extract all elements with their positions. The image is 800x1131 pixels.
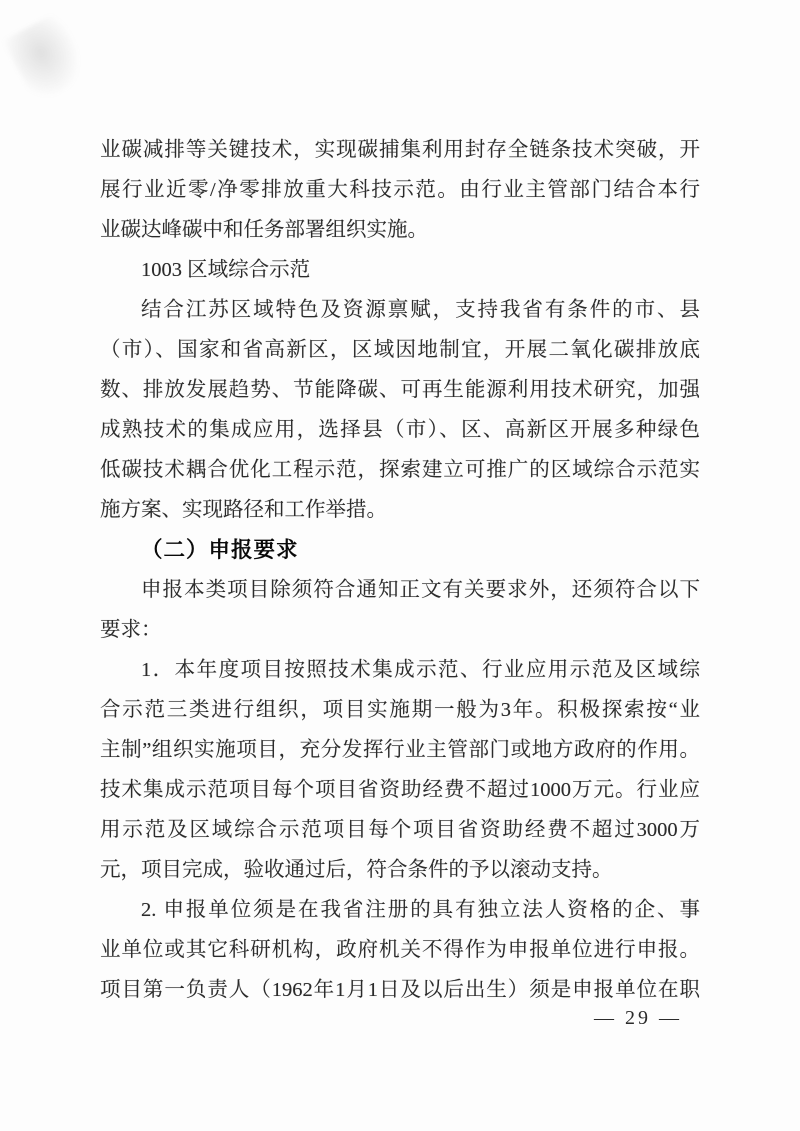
text-line: 数、排放发展趋势、节能降碳、可再生能源利用技术研究，加强 — [100, 379, 700, 401]
text-line: 用示范及区域综合示范项目每个项目省资助经费不超过3000万 — [100, 819, 700, 841]
text-line: 要求： — [100, 619, 162, 641]
text-line: 2. 申报单位须是在我省注册的具有独立法人资格的企、事 — [141, 899, 700, 921]
text-line: 项目第一负责人（1962年1月1日及以后出生）须是申报单位在职 — [100, 979, 700, 1001]
section-heading-1003: 1003 区域综合示范 — [141, 259, 311, 281]
subsection-heading-application-requirements: （二）申报要求 — [141, 538, 299, 562]
page-number — [594, 1000, 682, 1036]
text-line: （市）、国家和省高新区，区域因地制宜，开展二氧化碳排放底 — [100, 339, 700, 361]
text-line: 成熟技术的集成应用，选择县（市）、区、高新区开展多种绿色 — [100, 419, 700, 441]
page-number-text: — 29 — — [594, 1007, 682, 1029]
text-line: 元，项目完成，验收通过后，符合条件的予以滚动支持。 — [100, 859, 613, 881]
document-body — [100, 130, 700, 1010]
text-line: 主制”组织实施项目，充分发挥行业主管部门或地方政府的作用。 — [100, 739, 700, 761]
text-line: 展行业近零/净零排放重大科技示范。由行业主管部门结合本行 — [100, 179, 700, 201]
text-line: 结合江苏区域特色及资源禀赋，支持我省有条件的市、县 — [141, 299, 700, 321]
text-line: 低碳技术耦合优化工程示范，探索建立可推广的区域综合示范实 — [100, 459, 700, 481]
text-line: 业单位或其它科研机构，政府机关不得作为申报单位进行申报。 — [100, 939, 700, 961]
text-line: 技术集成示范项目每个项目省资助经费不超过1000万元。行业应 — [100, 779, 700, 801]
text-line: 1．本年度项目按照技术集成示范、行业应用示范及区域综 — [141, 659, 700, 681]
text-line: 申报本类项目除须符合通知正文有关要求外，还须符合以下 — [141, 579, 700, 601]
text-line: 施方案、实现路径和工作举措。 — [100, 499, 387, 521]
scan-smudge-artifact — [3, 12, 92, 105]
text-line: 业碳减排等关键技术，实现碳捕集利用封存全链条技术突破，开 — [100, 139, 700, 161]
text-line: 合示范三类进行组织，项目实施期一般为3年。积极探索按“业 — [100, 699, 700, 721]
text-line: 业碳达峰碳中和任务部署组织实施。 — [100, 219, 428, 241]
